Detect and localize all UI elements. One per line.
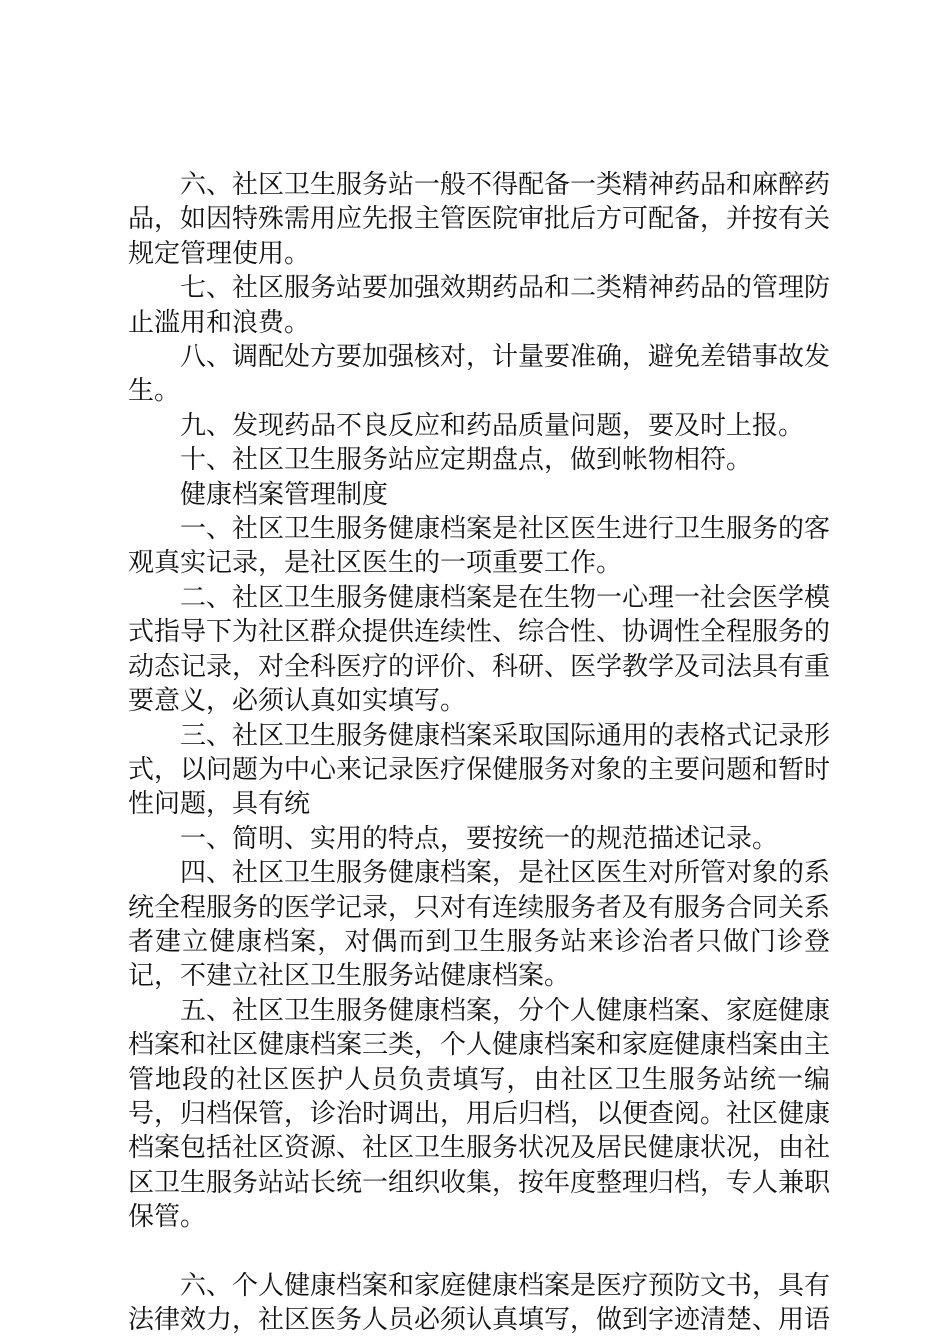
paragraph-rule-6-drugs: 六、社区卫生服务站一般不得配备一类精神药品和麻醉药品，如因特殊需用应先报主管医院审批后方可配备，并按有关规定管理使用。: [128, 170, 831, 269]
paragraph-rule-10-drugs: 十、社区卫生服务站应定期盘点，做到帐物相符。: [180, 445, 753, 476]
paragraph-records-rule-5: 五、社区卫生服务健康档案，分个人健康档案、家庭健康档案和社区健康档案三类，个人健康档案和家庭健康档案由主管地段的社区医护人员负责填写，由社区卫生服务站统一编号，归档保管，诊治时调出，用后归档，以便查阅。社区健康档案包括社区资源、社区卫生服务状况及居民健康状况，由社区卫生服务站站长统一组织收集，按年度整理归档，专人兼职保管。: [128, 995, 831, 1233]
paragraph-rule-7-drugs: 七、社区服务站要加强效期药品和二类精神药品的管理防止滥用和浪费。: [128, 273, 831, 338]
paragraph-records-rule-4: 四、社区卫生服务健康档案，是社区医生对所管对象的系统全程服务的医学记录，只对有连续服务者及有服务合同关系者建立健康档案，对偶而到卫生服务站来诊治者只做门诊登记，不建立社区卫生服务站健康档案。: [128, 858, 831, 992]
paragraph-records-rule-1: 一、社区卫生服务健康档案是社区医生进行卫生服务的客观真实记录，是社区医生的一项重要工作。: [128, 514, 831, 579]
paragraph-records-rule-3-continued: 一、简明、实用的特点，要按统一的规范描述记录。: [180, 823, 779, 854]
paragraph-records-rule-2: 二、社区卫生服务健康档案是在生物一心理一社会医学模式指导下为社区群众提供连续性、综合性、协调性全程服务的动态记录，对全科医疗的评价、科研、医学教学及司法具有重要意义，必须认真如实填写。: [128, 582, 831, 717]
paragraph-rule-8-drugs: 八、调配处方要加强核对，计量要准确，避免差错事故发生。: [128, 342, 831, 407]
paragraph-rule-9-drugs: 九、发现药品不良反应和药品质量问题，要及时上报。: [180, 410, 805, 441]
paragraph-records-rule-3: 三、社区卫生服务健康档案采取国际通用的表格式记录形式，以问题为中心来记录医疗保健服务对象的主要问题和暂时性问题，具有统: [128, 720, 831, 820]
section-heading-health-records: 健康档案管理制度: [180, 479, 389, 510]
document-body: [128, 168, 830, 1338]
paragraph-records-rule-6: 六、个人健康档案和家庭健康档案是医疗预防文书，具有法律效力，社区医务人员必须认真填写，做到字迹清楚、用语: [128, 1270, 831, 1336]
